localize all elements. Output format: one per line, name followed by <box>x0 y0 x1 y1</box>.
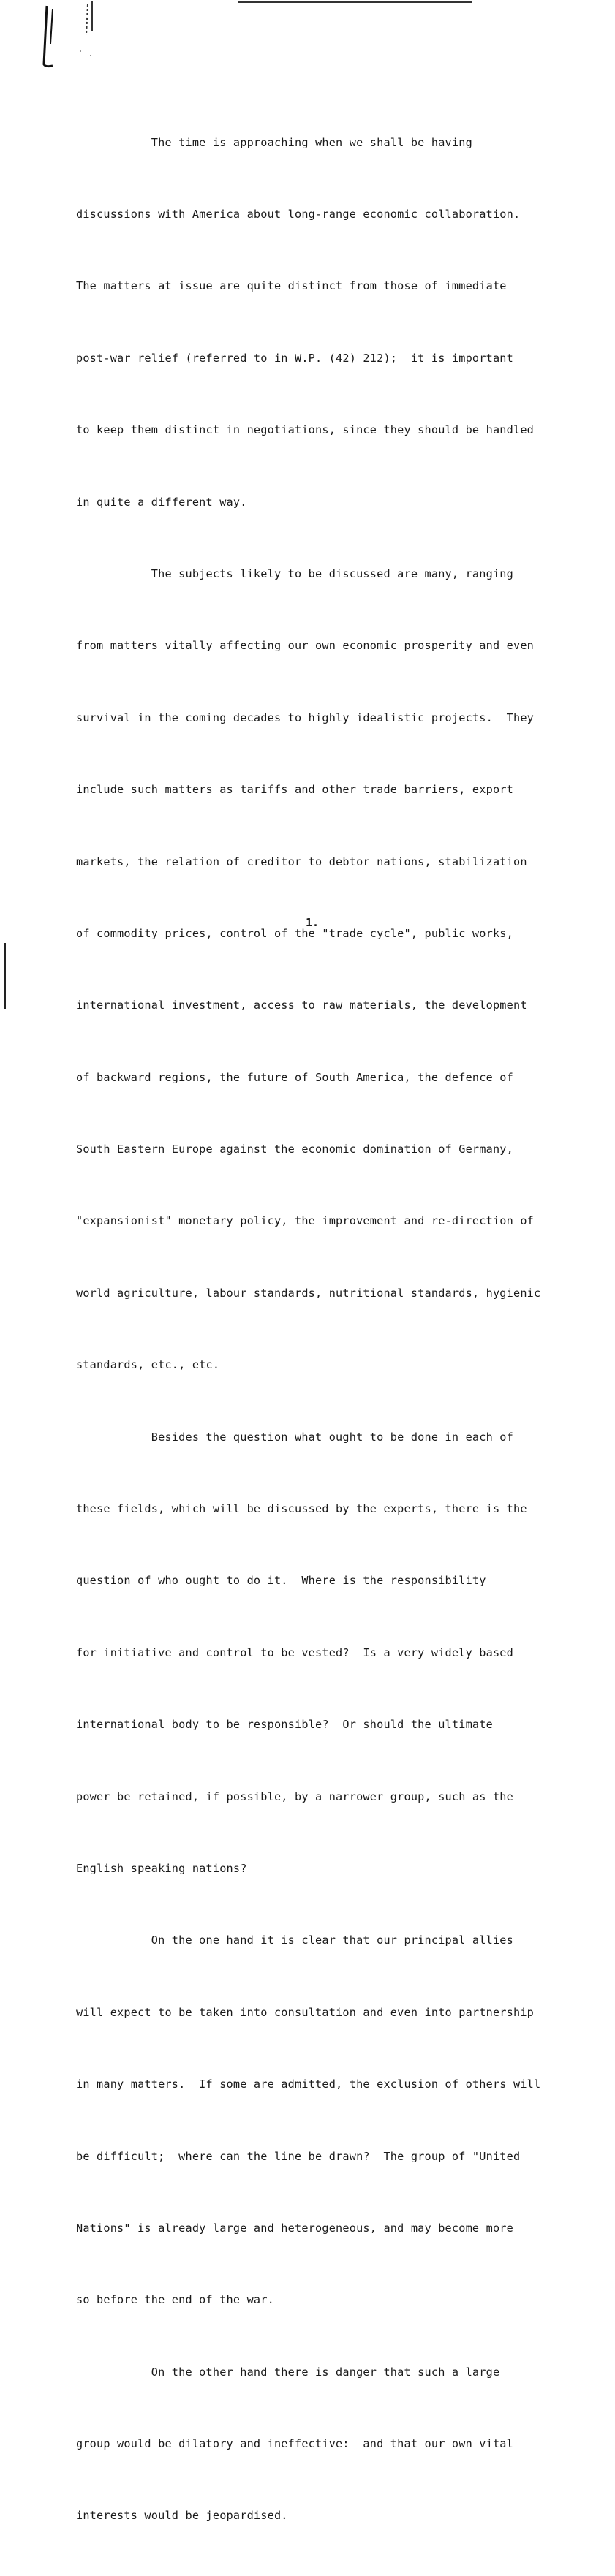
text-line: in many matters. If some are admitted, the exclusion of others will <box>76 2077 541 2091</box>
text-line: of backward regions, the future of South America, the defence of <box>76 1070 513 1084</box>
paperclip-mark-icon <box>38 0 104 69</box>
text-line: Besides the question what ought to be done in each of <box>76 1430 513 1444</box>
text-line: markets, the relation of creditor to debtor nations, stabilization <box>76 855 527 868</box>
text-line: from matters vitally affecting our own economic prosperity and even <box>76 639 535 653</box>
text-line: English speaking nations? <box>76 1861 247 1875</box>
text-line: standards, etc., etc. <box>76 1358 220 1372</box>
text-line: be difficult; where can the line be drawn? The group of "United <box>76 2149 521 2163</box>
text-line: power be retained, if possible, by a narrower group, such as the <box>76 1789 513 1803</box>
text-line: discussions with America about long-range economic collaboration. <box>76 207 521 221</box>
text-line: interests would be jeopardised. <box>76 2509 288 2523</box>
text-line: include such matters as tariffs and other trade barriers, export <box>76 783 513 797</box>
text-line: in quite a different way. <box>76 495 247 509</box>
text-line: so before the end of the war. <box>76 2293 274 2307</box>
text-line: international body to be responsible? Or should the ultimate <box>76 1718 493 1732</box>
text-line: group would be dilatory and ineffective: and that our own vital <box>76 2437 513 2451</box>
text-line: for initiative and control to be vested? Is a very widely based <box>76 1645 513 1659</box>
text-line: survival in the coming decades to highly idealistic projects. They <box>76 711 535 724</box>
text-line: international investment, access to raw materials, the development <box>76 999 527 1012</box>
text-line: The subjects likely to be discussed are many, ranging <box>76 567 513 580</box>
typed-memo-body <box>76 83 581 2576</box>
text-line: On the other hand there is danger that such a large <box>76 2365 500 2379</box>
scan-edge-mark <box>4 943 6 1009</box>
top-rule-divider <box>238 1 472 3</box>
text-line: these fields, which will be discussed by the experts, there is the <box>76 1502 527 1516</box>
text-line: The time is approaching when we shall be having <box>76 135 472 149</box>
text-line: will expect to be taken into consultation and even into partnership <box>76 2005 535 2019</box>
text-line: South Eastern Europe against the economic domination of Germany, <box>76 1143 513 1156</box>
text-line: Nations" is already large and heterogeneous, and may become more <box>76 2221 513 2235</box>
text-line: world agriculture, labour standards, nutritional standards, hygienic <box>76 1286 541 1300</box>
text-line: of commodity prices, control of the "trade cycle", public works, <box>76 926 513 940</box>
text-line: The matters at issue are quite distinct from those of immediate <box>76 279 507 293</box>
text-line: question of who ought to do it. Where is the responsibility <box>76 1574 486 1588</box>
page-number: 1. <box>306 916 320 929</box>
text-line: to keep them distinct in negotiations, since they should be handled <box>76 423 535 437</box>
text-line: On the one hand it is clear that our principal allies <box>76 1933 513 1947</box>
text-line: post-war relief (referred to in W.P. (42) 212); it is important <box>76 351 513 365</box>
text-line: "expansionist" monetary policy, the improvement and re-direction of <box>76 1214 535 1228</box>
